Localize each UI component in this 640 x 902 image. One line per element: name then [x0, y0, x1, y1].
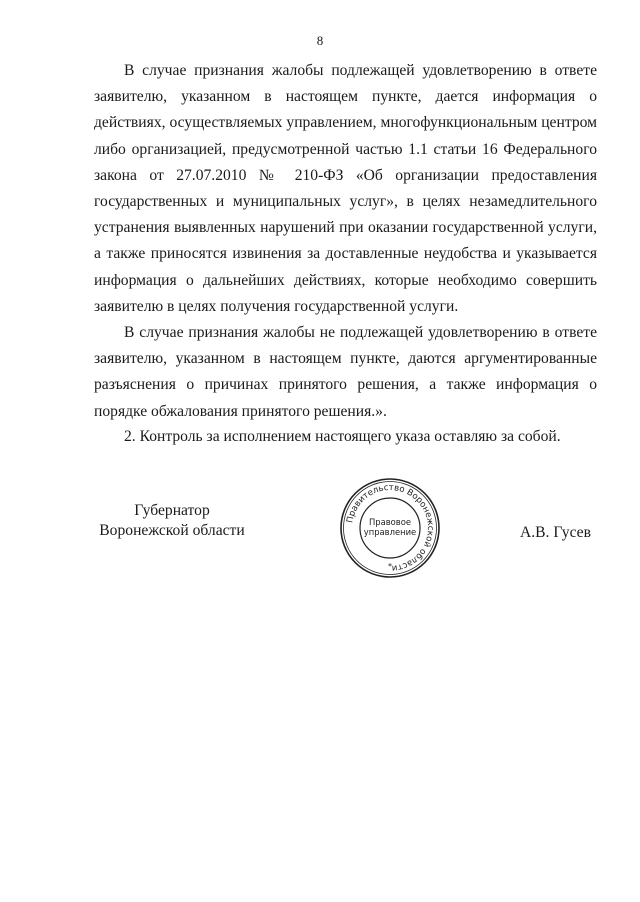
paragraph-control-clause: 2. Контроль за исполнением настоящего указа оставляю за собой.: [124, 428, 561, 445]
stamp-center-line2: управление: [363, 527, 417, 537]
signatory-name: А.В. Гусев: [520, 524, 591, 541]
paragraph-complaint-satisfied: В случае признания жалобы подлежащей удовлетворению в ответе заявителю, указанном в настоящем пункте, дается информация о действиях, осуществляемых управлением, многофункциональным центром либо организацией, предусмотренной частью 1.1 статьи 16 Федерального закона от 27.07.2010 № 210-ФЗ «Об организации предоставления государственных и муниципальных услуг», в целях незамедлительного устранения выявленных нарушений при оказании государственной услуги, а также приносятся извинения за доставленные неудобства и указывается информация о дальнейших действиях, которые необходимо совершить заявителю в целях получения государственной услуги.: [94, 62, 597, 315]
page-number: 8: [316, 33, 324, 48]
signatory-title-line1: Губернатор: [134, 502, 210, 519]
signatory-title: [92, 501, 252, 541]
stamp-center-line1: Правовое: [368, 517, 412, 527]
stamp-star: *: [388, 562, 392, 571]
paragraph-complaint-rejected: В случае признания жалобы не подлежащей удовлетворению в ответе заявителю, указанном в настоящем пункте, даются аргументированные разъяснения о причинах принятого решения, а также информация о порядке обжалования принятого решения.».: [94, 324, 597, 420]
official-stamp: [338, 476, 442, 580]
signatory-title-line2: Воронежской области: [99, 522, 245, 539]
stamp-ring-text: Правительство Воронежской области: [345, 482, 436, 574]
